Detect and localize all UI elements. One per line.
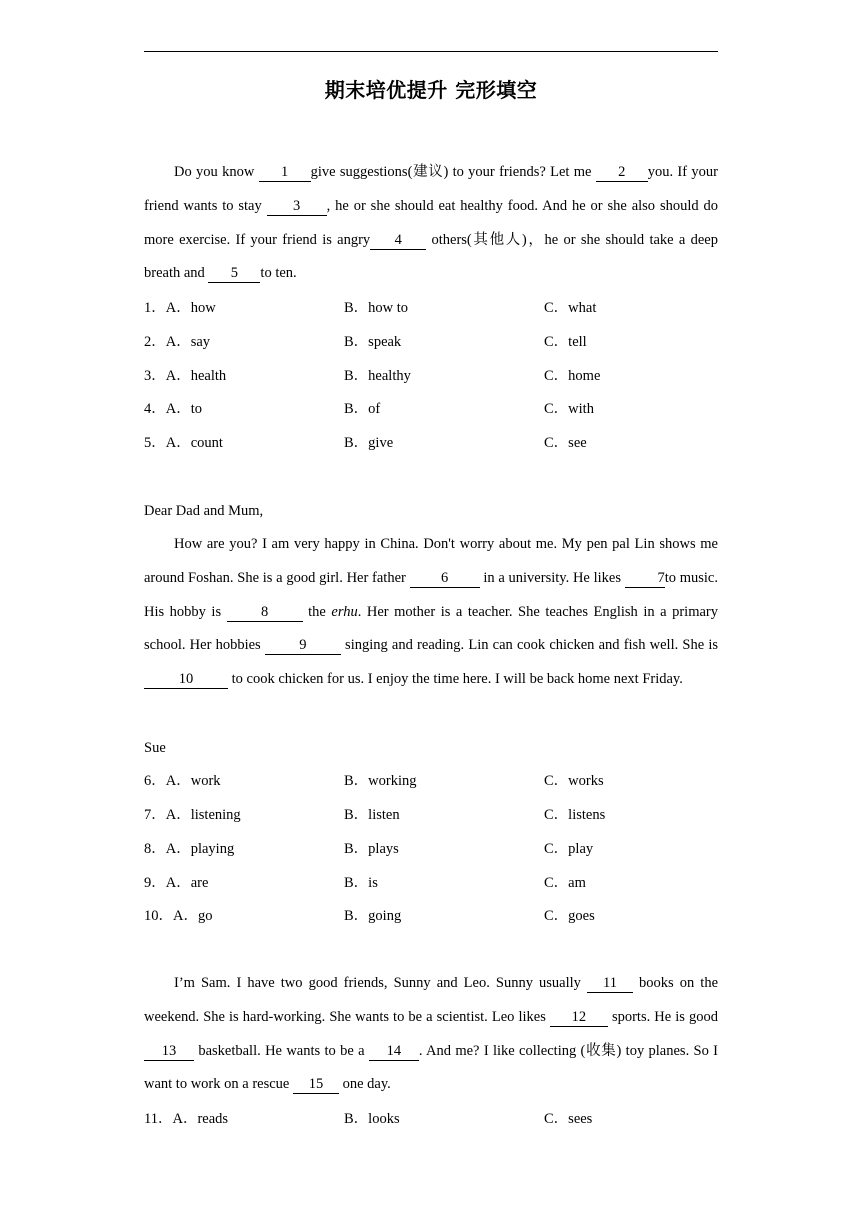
option-b: B．how to (344, 300, 409, 316)
question-row (144, 433, 718, 453)
option-c: C．works (544, 773, 604, 789)
option-b: B．plays (344, 841, 399, 857)
passage-text: others(其他人)，he or she should take a deep breath and (144, 231, 718, 282)
option-c: C．tell (544, 334, 587, 350)
option-a: 9．A．are (144, 875, 209, 891)
passage-text: basketball. He wants to be a (194, 1042, 369, 1059)
blank-14: 14 (369, 1043, 419, 1061)
passage-text: How are you? I am very happy in China. Don't worry about me. My pen pal Lin shows me around Foshan. She is a good girl. Her father (144, 536, 718, 586)
question-row (144, 906, 718, 926)
option-c: C．goes (544, 908, 595, 924)
question-row (144, 332, 718, 352)
page-title: 期末培优提升 完形填空 (324, 78, 538, 102)
passage-1 (144, 156, 718, 291)
passage-text: sports. He is good (607, 1008, 718, 1025)
blank-6: 6 (410, 570, 480, 588)
letter-greeting: Dear Dad and Mum, (144, 503, 264, 519)
passage-text: to ten. (260, 265, 297, 282)
option-c: C．see (544, 435, 587, 451)
option-b: B．speak (344, 334, 402, 350)
passage-text: give suggestions(建议) to your friends? Let me (310, 164, 596, 180)
passage-text: the (302, 603, 332, 620)
option-b: B．healthy (344, 368, 411, 384)
passage-2 (144, 528, 718, 697)
option-b: B．of (344, 401, 381, 417)
option-b: B．give (344, 435, 394, 451)
question-row (144, 873, 718, 893)
passage-text: I’m Sam. I have two good friends, Sunny and Leo. Sunny usually (174, 975, 587, 991)
option-c: C．listens (544, 807, 606, 823)
passage-text: singing and reading. Lin can cook chicken and fish well. She is (340, 637, 719, 654)
option-b: B．is (344, 875, 378, 891)
blank-4: 4 (370, 232, 426, 250)
blank-15: 15 (293, 1076, 339, 1094)
question-row (144, 399, 718, 419)
option-c: C．play (544, 841, 594, 857)
passage-text: you. If your friend wants to stay (144, 164, 718, 214)
question-row (144, 839, 718, 859)
passage-text: to music. His hobby is (144, 569, 718, 620)
option-a: 4．A．to (144, 401, 202, 417)
passage-italic-text: erhu (331, 603, 358, 620)
question-row (144, 366, 718, 386)
blank-3: 3 (267, 198, 327, 216)
option-c: C．am (544, 875, 586, 891)
option-c: C．home (544, 368, 601, 384)
blank-10: 10 (144, 671, 228, 689)
option-a: 8．A．playing (144, 841, 235, 857)
option-a: 7．A．listening (144, 807, 241, 823)
blank-2: 2 (596, 164, 648, 182)
passage-text: , he or she should eat healthy food. And he or she also should do more exercise. If your friend is angry (144, 197, 719, 248)
passage-text: one day. (338, 1076, 391, 1093)
passage-text: books on the weekend. She is hard-working. She wants to be a scientist. Leo likes (144, 975, 719, 1025)
letter-signature: Sue (144, 740, 166, 756)
option-c: C．with (544, 401, 594, 417)
option-c: C．sees (544, 1111, 593, 1127)
blank-13: 13 (144, 1043, 194, 1061)
question-row (144, 805, 718, 825)
blank-12: 12 (550, 1009, 608, 1027)
option-a: 10．A．go (144, 908, 213, 924)
option-a: 2．A．say (144, 334, 211, 350)
passage-text: . Her mother is a teacher. She teaches English in a primary school. Her hobbies (144, 603, 718, 654)
option-a: 5．A．count (144, 435, 223, 451)
passage-text: in a university. He likes (479, 569, 625, 586)
question-row (144, 771, 718, 791)
option-a: 1．A．how (144, 300, 216, 316)
passage-text: . And me? I like collecting (收集) toy planes. So I want to work on a rescue (144, 1042, 719, 1093)
blank-11: 11 (587, 975, 633, 993)
blank-5: 5 (208, 265, 260, 283)
option-b: B．listen (344, 807, 400, 823)
option-a: 3．A．health (144, 368, 227, 384)
blank-1: 1 (259, 164, 311, 182)
passage-text: Do you know (174, 164, 259, 180)
passage-text: to cook chicken for us. I enjoy the time here. I will be back home next Friday. (228, 671, 683, 688)
blank-9: 9 (265, 637, 341, 655)
option-b: B．working (344, 773, 417, 789)
header-rule (144, 51, 718, 52)
option-c: C．what (544, 300, 597, 316)
question-row (144, 1109, 718, 1129)
question-row (144, 298, 718, 318)
option-b: B．going (344, 908, 402, 924)
passage-3 (144, 967, 718, 1102)
blank-8: 8 (227, 604, 303, 622)
option-b: B．looks (344, 1111, 400, 1127)
blank-7: 7 (625, 570, 665, 588)
option-a: 11．A．reads (144, 1111, 229, 1127)
option-a: 6．A．work (144, 773, 221, 789)
